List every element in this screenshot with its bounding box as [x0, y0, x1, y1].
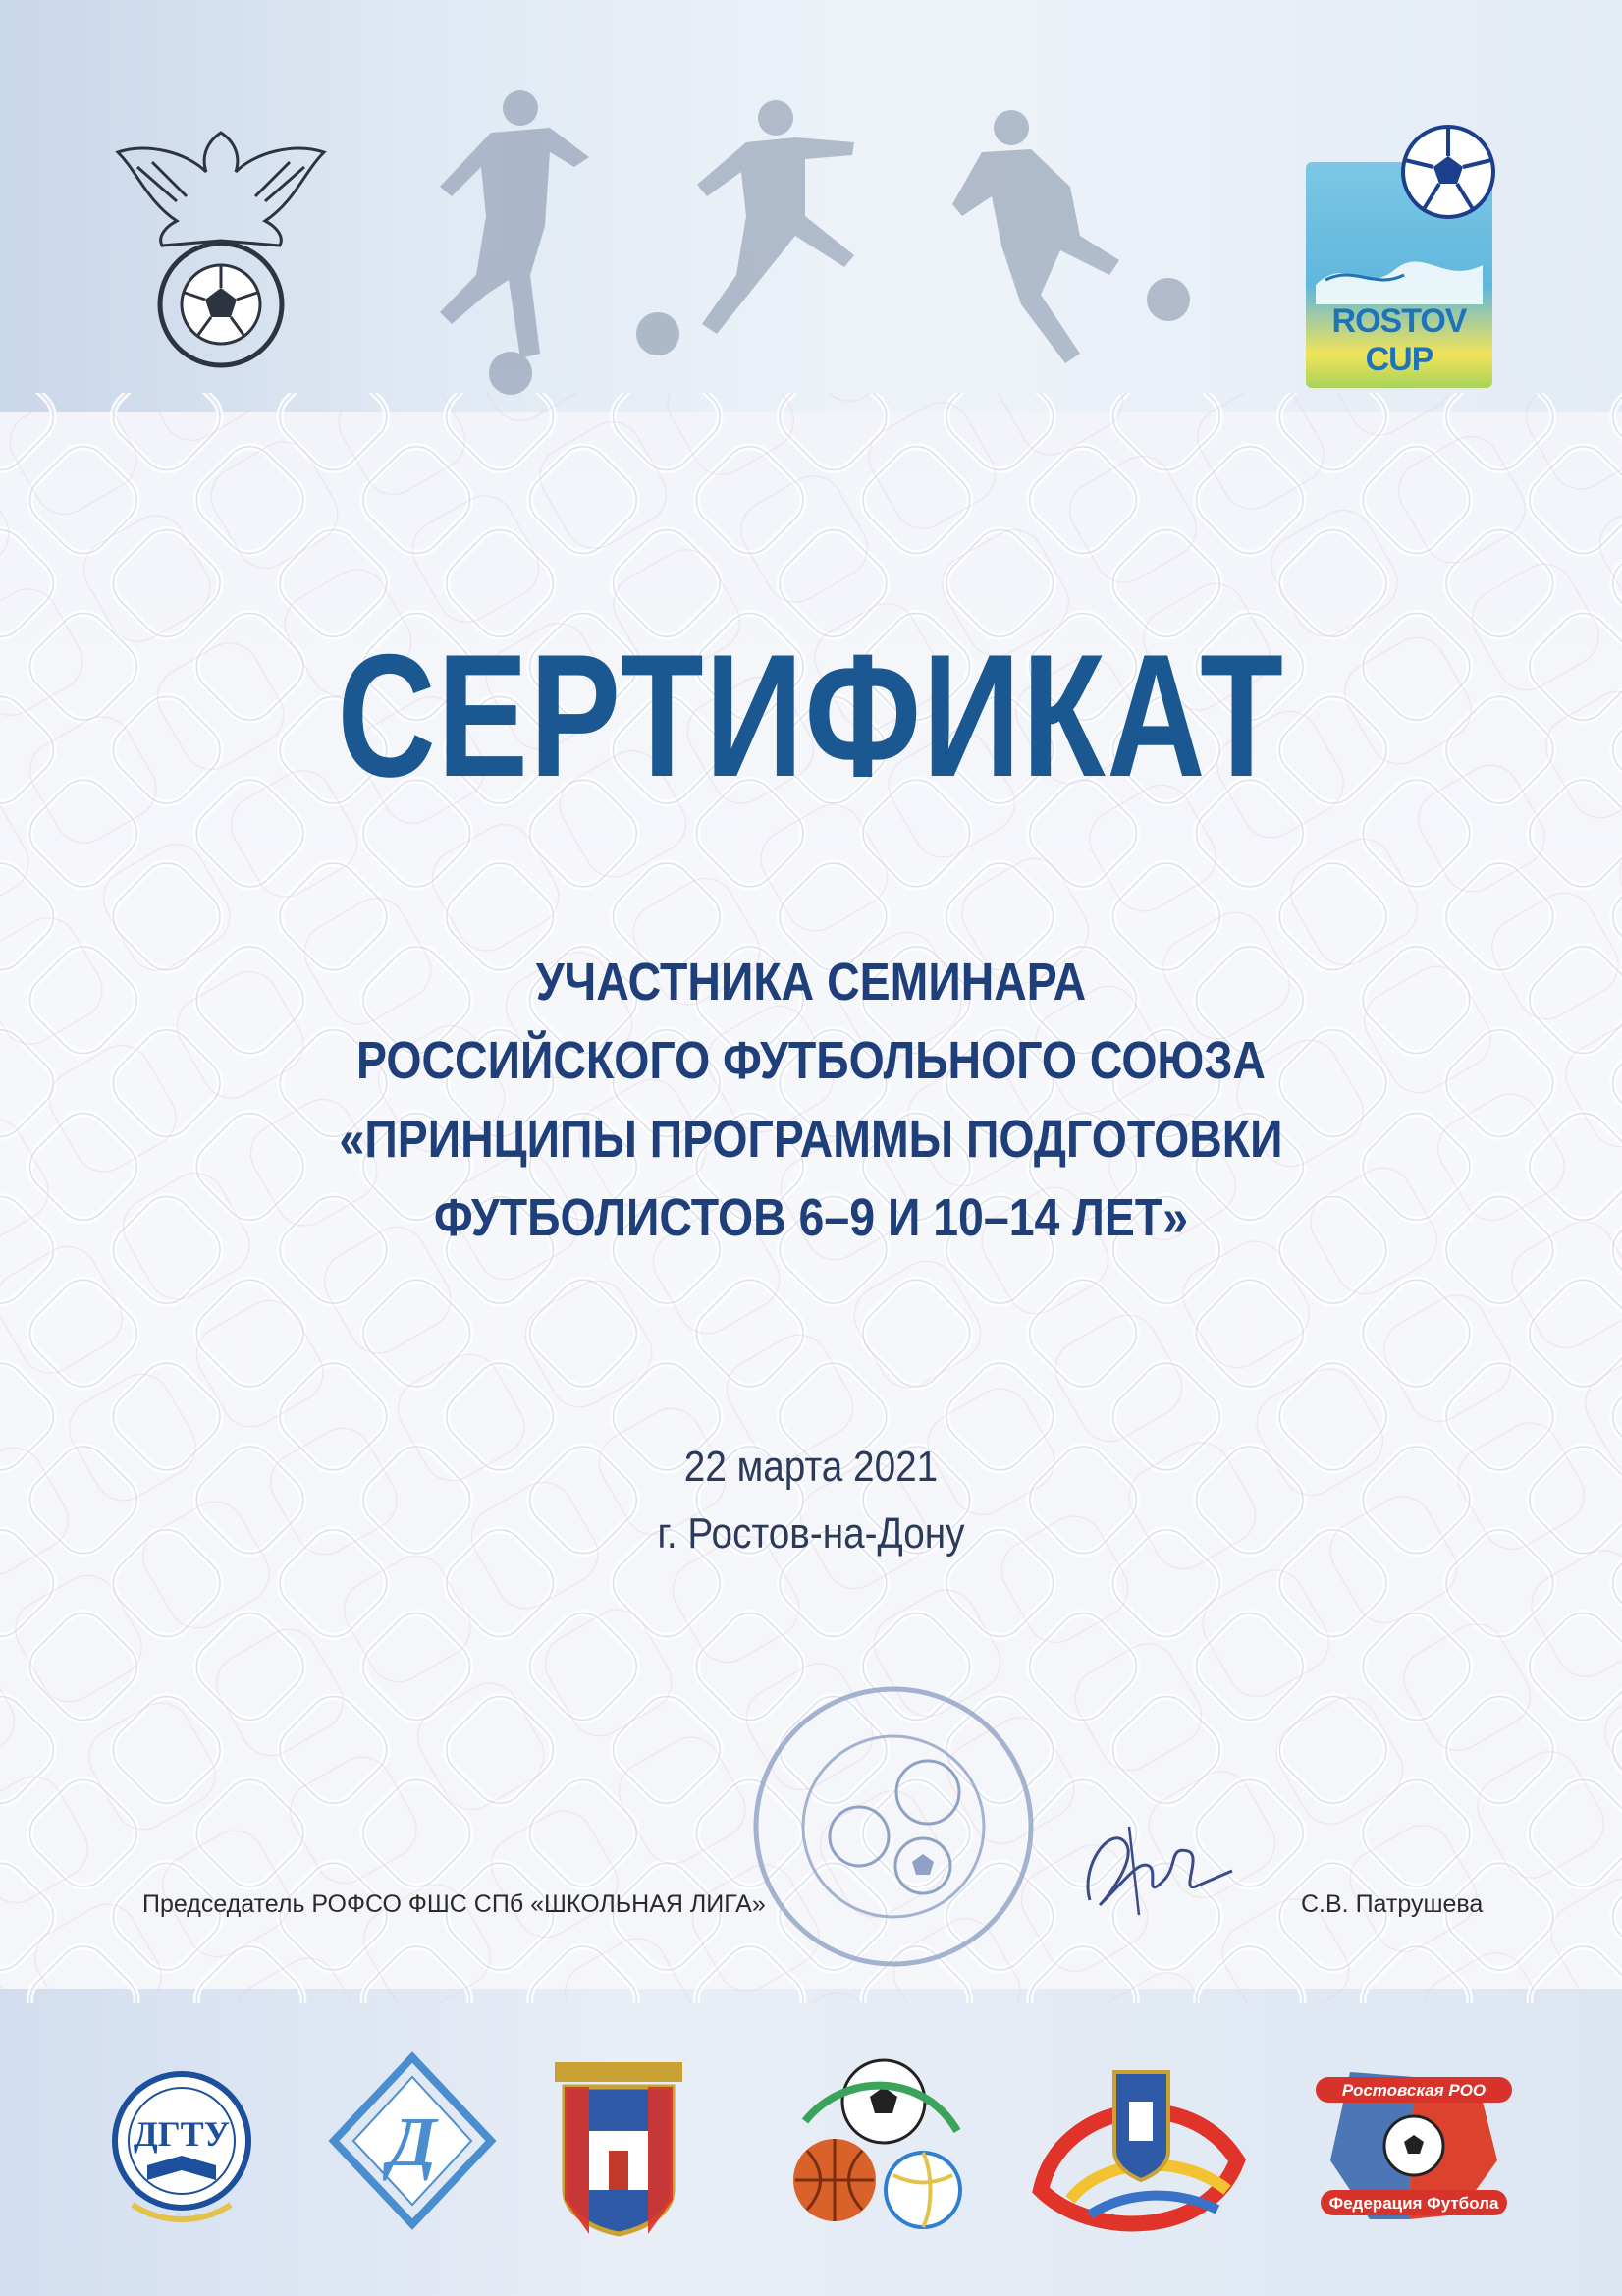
federation-logo-bottom-text: Федерация Футбола [1328, 2194, 1499, 2213]
signature-icon [1070, 1807, 1247, 1925]
rostov-region-logo-icon [1031, 2043, 1247, 2239]
subtitle-line-2: РОССИЙСКОГО ФУТБОЛЬНОГО СОЮЗА [356, 1031, 1266, 1090]
dynamo-logo-icon [324, 2043, 501, 2239]
signatory-role: Председатель РОФСО ФШС СПб «ШКОЛЬНАЯ ЛИГА» [142, 1890, 766, 1918]
signatory-name: С.В. Патрушева [1301, 1890, 1484, 1918]
subtitle-line-4: ФУТБОЛИСТОВ 6–9 И 10–14 ЛЕТ» [433, 1188, 1189, 1247]
sports-balls-logo-icon [785, 2043, 972, 2239]
rfs-emblem-icon [108, 113, 334, 388]
subtitle-line-1: УЧАСТНИКА СЕМИНАРА [535, 953, 1087, 1011]
dgtu-logo-icon [103, 2043, 260, 2239]
wave-graphic-icon [1316, 236, 1483, 304]
federation-logo-top-text: Ростовская РОО [1341, 2081, 1487, 2100]
event-city: г. Ростов-на-Дону [657, 1509, 965, 1558]
certificate-subtitle [0, 943, 1622, 1257]
event-date: 22 марта 2021 [683, 1443, 939, 1491]
rostov-cup-logo [1301, 118, 1497, 393]
football-icon [1399, 118, 1497, 226]
rostov-football-federation-logo-icon [1311, 2043, 1517, 2239]
date-location [0, 1434, 1622, 1567]
football-players-silhouette-icon [393, 88, 1237, 403]
dynamo-logo-letter: Д [388, 2103, 437, 2181]
certificate-title: СЕРТИФИКАТ [337, 618, 1285, 813]
subtitle-line-3: «ПРИНЦИПЫ ПРОГРАММЫ ПОДГОТОВКИ [339, 1110, 1283, 1169]
rostov-cup-text: ROSTOV CUP [1331, 302, 1467, 378]
dgtu-logo-text: ДГТУ [133, 2114, 231, 2154]
rostov-oblast-coat-of-arms-icon [545, 2043, 692, 2239]
organization-seal-icon [746, 1679, 1041, 1974]
